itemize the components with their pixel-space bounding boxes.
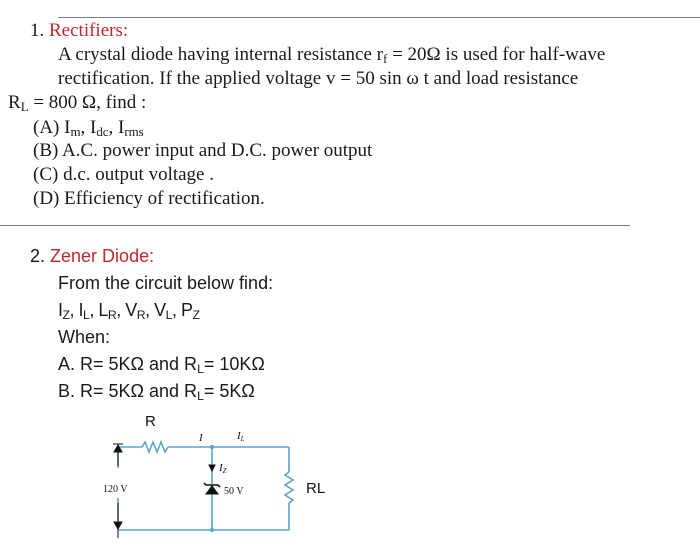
iz-arrow-icon (209, 465, 215, 471)
lr-symbol: L (98, 300, 108, 320)
rl-label: RL (306, 480, 326, 497)
i-label: I (199, 432, 203, 444)
zener-circuit-diagram (90, 408, 450, 558)
case-a-sub: L (197, 362, 204, 377)
q1-line-1-tail: = 20Ω is used for half-wave (387, 44, 606, 65)
q1-line-3 (8, 92, 146, 114)
q2-title: Zener Diode: (50, 246, 155, 266)
q2-number: 2. (30, 246, 46, 266)
vr-sub: R (136, 308, 146, 323)
q1-heading (30, 20, 128, 42)
iz-label: IZ (219, 462, 227, 475)
q1-number: 1. (30, 20, 45, 41)
item-a-sep-2: , I (108, 117, 125, 138)
rl-symbol: R (8, 92, 21, 113)
middle-rule (0, 225, 630, 226)
vl-symbol: V (154, 300, 166, 320)
case-b-text: R= 5KΩ and R (80, 381, 198, 401)
im-subscript: m (70, 124, 81, 140)
junction-top (210, 445, 214, 449)
case-a-label: A. (58, 354, 76, 374)
lr-sub: R (107, 308, 117, 323)
q1-item-a (33, 117, 144, 139)
q2-quantities: $I_Z$, $I_L$, $L_R$, $V_R$, $V_L$, $P_Z$ (58, 300, 200, 323)
r-label: R (145, 413, 156, 430)
idc-subscript: dc (96, 124, 109, 140)
q1-title: Rectifiers: (49, 20, 129, 41)
vr-symbol: V (125, 300, 137, 320)
il-sub: L (83, 308, 90, 323)
zener-diode-icon (206, 486, 218, 494)
q2-when: When: (58, 327, 111, 347)
q2-heading (30, 246, 154, 267)
q2-intro: From the circuit below find: (58, 273, 274, 293)
q2-case-b (58, 381, 255, 402)
rf-subscript: f (383, 51, 388, 67)
source-arrow-down-icon (114, 522, 122, 529)
case-b-sub: L (197, 389, 204, 404)
il-label: IL (237, 430, 245, 443)
q1-item-c: (C) d.c. output voltage . (33, 164, 214, 185)
q1-item-b: (B) A.C. power input and D.C. power output (33, 140, 373, 161)
top-rule (58, 17, 700, 18)
pz-symbol: P (180, 300, 193, 320)
vl-sub: L (165, 308, 172, 323)
case-b-value: = 5KΩ (203, 381, 255, 401)
rl-subscript: L (20, 99, 29, 115)
q1-item-d: (D) Efficiency of rectification. (33, 188, 265, 209)
il-symbol: I (78, 300, 84, 320)
series-resistor (142, 442, 168, 452)
q1-line-1 (58, 44, 605, 66)
source-voltage-label: 120 V (103, 484, 128, 495)
load-resistor (285, 472, 293, 503)
case-b-label: B. (58, 381, 76, 401)
q1-line-1-text: A crystal diode having internal resistance r (58, 44, 384, 65)
iz-sub: Z (62, 308, 70, 323)
irms-subscript: rms (124, 124, 144, 140)
junction-bottom (210, 528, 214, 532)
pz-sub: Z (192, 308, 200, 323)
case-a-text: R= 5KΩ and R (80, 354, 198, 374)
case-a-value: = 10KΩ (203, 354, 265, 374)
zener-voltage-label: 50 V (224, 486, 244, 497)
q1-line-3-tail: = 800 Ω, find : (28, 92, 147, 113)
item-a-prefix: (A) I (33, 117, 71, 138)
source-arrow-up-icon (114, 445, 122, 452)
item-a-sep-1: , I (80, 117, 97, 138)
q2-case-a (58, 354, 265, 375)
iz-symbol: I (58, 300, 63, 320)
q1-line-2: rectification. If the applied voltage v = 50 sin ω t and load resistance (58, 68, 579, 89)
